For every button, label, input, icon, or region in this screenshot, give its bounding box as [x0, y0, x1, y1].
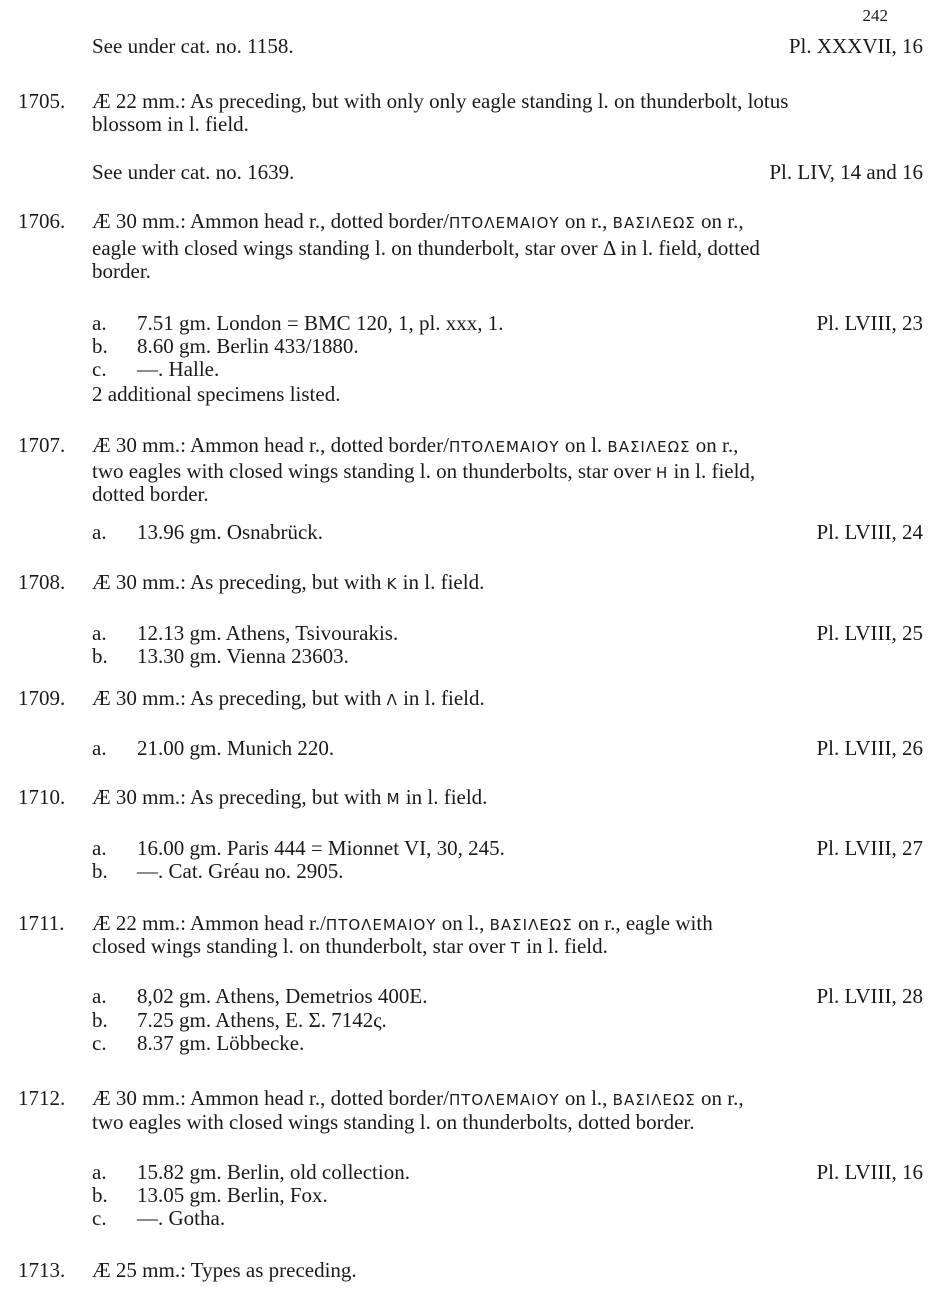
entry-number: 1709.	[18, 686, 66, 710]
entry-description: Æ 25 mm.: Types as preceding.	[92, 1258, 357, 1282]
greek-legend: ΠΤΟΛΕΜΑΙΟΥ	[448, 438, 560, 456]
greek-letter: Η	[656, 464, 669, 482]
specimen-text: —. Halle.	[137, 357, 220, 381]
specimen-label: b.	[92, 334, 108, 358]
entry-description: Æ 30 mm.: As preceding, but with Κ in l. field.	[92, 570, 485, 594]
entry-description: eagle with closed wings standing l. on thunderbolt, star over Δ in l. field, dotted	[92, 236, 760, 260]
entry-description: blossom in l. field.	[92, 112, 249, 136]
greek-legend: ΠΤΟΛΕΜΑΙΟΥ	[448, 1091, 560, 1109]
specimen-text: 12.13 gm. Athens, Tsivourakis.	[137, 621, 399, 645]
specimen-text: 8.37 gm. Löbbecke.	[137, 1031, 305, 1055]
greek-letter: Μ	[386, 790, 401, 808]
specimen-label: a.	[92, 836, 107, 860]
entry-number: 1705.	[18, 89, 66, 113]
specimen-text: 8,02 gm. Athens, Demetrios 400E.	[137, 984, 428, 1008]
specimen-label: c.	[92, 1031, 107, 1055]
specimen-label: b.	[92, 644, 108, 668]
specimen-text: —. Gotha.	[137, 1206, 226, 1230]
entry-number: 1711.	[18, 911, 65, 935]
specimen-label: a.	[92, 1160, 107, 1184]
specimen-text: 13.30 gm. Vienna 23603.	[137, 644, 349, 668]
specimen-label: a.	[92, 520, 107, 544]
plate-reference: Pl. XXXVII, 16	[788, 34, 923, 58]
specimen-label: a.	[92, 984, 107, 1008]
see-under-text: See under cat. no. 1158.	[92, 34, 294, 58]
greek-letter: Κ	[386, 575, 398, 593]
entry-description: Æ 22 mm.: As preceding, but with only only eagle standing l. on thunderbolt, lotus	[92, 89, 789, 113]
entry-number: 1707.	[18, 433, 66, 457]
entry-number: 1708.	[18, 570, 66, 594]
greek-letter: Λ	[386, 691, 398, 709]
entry-number: 1712.	[18, 1086, 66, 1110]
specimen-text: 13.96 gm. Osnabrück.	[137, 520, 324, 544]
specimen-label: b.	[92, 859, 108, 883]
specimen-text: 15.82 gm. Berlin, old collection.	[137, 1160, 410, 1184]
plate-reference: Pl. LVIII, 25	[816, 621, 923, 645]
specimen-text: —. Cat. Gréau no. 2905.	[137, 859, 344, 883]
entry-description: Æ 30 mm.: Ammon head r., dotted border/ΠΤΟΛΕΜΑΙΟΥ on l., ΒΑΣΙΛΕΩΣ on r.,	[92, 1086, 744, 1110]
plate-reference: Pl. LVIII, 23	[816, 311, 923, 335]
entry-description: two eagles with closed wings standing l. on thunderbolts, star over Η in l. field,	[92, 459, 756, 483]
entry-description: Æ 22 mm.: Ammon head r./ΠΤΟΛΕΜΑΙΟΥ on l., ΒΑΣΙΛΕΩΣ on r., eagle with	[92, 911, 713, 935]
page-number: 242	[862, 6, 888, 25]
greek-legend: ΠΤΟΛΕΜΑΙΟΥ	[325, 916, 437, 934]
plate-reference: Pl. LVIII, 27	[816, 836, 923, 860]
entry-number: 1706.	[18, 209, 66, 233]
specimen-label: a.	[92, 311, 107, 335]
specimen-label: c.	[92, 1206, 107, 1230]
plate-reference: Pl. LVIII, 28	[816, 984, 923, 1008]
specimen-text: 21.00 gm. Munich 220.	[137, 736, 335, 760]
specimen-label: b.	[92, 1183, 108, 1207]
specimen-label: a.	[92, 736, 107, 760]
entry-description: Æ 30 mm.: Ammon head r., dotted border/ΠΤΟΛΕΜΑΙΟΥ on l. ΒΑΣΙΛΕΩΣ on r.,	[92, 433, 739, 457]
plate-reference: Pl. LIV, 14 and 16	[769, 160, 923, 184]
plate-reference: Pl. LVIII, 16	[816, 1160, 923, 1184]
entry-description: dotted border.	[92, 482, 209, 506]
specimen-label: a.	[92, 621, 107, 645]
greek-letter: Τ	[510, 939, 521, 957]
specimen-text: 7.25 gm. Athens, E. Σ. 7142ς.	[137, 1008, 387, 1032]
see-under-text: See under cat. no. 1639.	[92, 160, 295, 184]
greek-legend: ΒΑΣΙΛΕΩΣ	[489, 916, 573, 934]
entry-description: two eagles with closed wings standing l. on thunderbolts, dotted border.	[92, 1110, 695, 1134]
additional-specimens-note: 2 additional specimens listed.	[92, 382, 341, 406]
specimen-text: 13.05 gm. Berlin, Fox.	[137, 1183, 328, 1207]
greek-legend: ΒΑΣΙΛΕΩΣ	[612, 214, 696, 232]
specimen-text: 7.51 gm. London = BMC 120, 1, pl. xxx, 1.	[137, 311, 504, 335]
plate-reference: Pl. LVIII, 26	[816, 736, 923, 760]
entry-description: closed wings standing l. on thunderbolt, star over Τ in l. field.	[92, 934, 608, 958]
entry-description: Æ 30 mm.: Ammon head r., dotted border/ΠΤΟΛΕΜΑΙΟΥ on r., ΒΑΣΙΛΕΩΣ on r.,	[92, 209, 744, 233]
greek-legend: ΠΤΟΛΕΜΑΙΟΥ	[448, 214, 560, 232]
specimen-label: c.	[92, 357, 107, 381]
specimen-text: 16.00 gm. Paris 444 = Mionnet VI, 30, 245.	[137, 836, 505, 860]
entry-number: 1710.	[18, 785, 66, 809]
entry-description: Æ 30 mm.: As preceding, but with Λ in l. field.	[92, 686, 485, 710]
greek-legend: ΒΑΣΙΛΕΩΣ	[607, 438, 691, 456]
plate-reference: Pl. LVIII, 24	[816, 520, 923, 544]
specimen-text: 8.60 gm. Berlin 433/1880.	[137, 334, 359, 358]
entry-description: Æ 30 mm.: As preceding, but with Μ in l. field.	[92, 785, 488, 809]
specimen-label: b.	[92, 1008, 108, 1032]
entry-description: border.	[92, 259, 151, 283]
entry-number: 1713.	[18, 1258, 66, 1282]
greek-legend: ΒΑΣΙΛΕΩΣ	[612, 1091, 696, 1109]
